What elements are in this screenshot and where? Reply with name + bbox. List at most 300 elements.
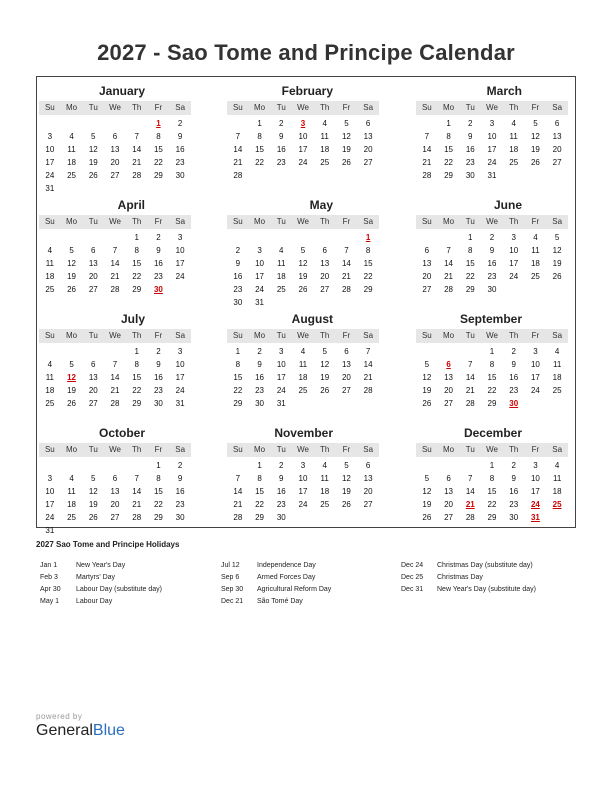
day-cell: 11: [67, 145, 76, 154]
day-cell: 8: [446, 132, 451, 141]
day-cell: 5: [344, 461, 349, 470]
day-cell: 16: [233, 272, 243, 281]
day-cell: 27: [422, 285, 432, 294]
day-cell: 11: [509, 132, 518, 141]
day-cell: 8: [468, 246, 473, 255]
holiday-row: [40, 560, 162, 572]
day-cell: 17: [175, 373, 185, 382]
day-cell: 22: [153, 158, 163, 167]
day-cell: 9: [235, 259, 241, 268]
day-cell: 29: [132, 399, 142, 408]
month-may: [227, 197, 379, 309]
day-cell: 20: [341, 373, 351, 382]
day-grid: [416, 457, 568, 524]
day-cell: 21: [363, 373, 373, 382]
day-cell: 1: [446, 119, 451, 128]
day-cell: 3: [177, 347, 183, 356]
day-cell: 2: [489, 233, 495, 242]
weekday-header: [227, 443, 379, 457]
day-cell: 2: [468, 119, 473, 128]
day-cell: 17: [530, 487, 540, 496]
month-name: September: [459, 312, 522, 326]
holiday-day-cell: 31: [530, 513, 540, 522]
day-empty: [82, 117, 104, 130]
day-cell: 28: [110, 285, 120, 294]
day-cell: 24: [45, 171, 55, 180]
month-august: [227, 311, 379, 410]
day-cell: 27: [110, 513, 120, 522]
day-cell: 27: [341, 386, 351, 395]
day-cell: 6: [91, 246, 96, 255]
day-cell: 7: [468, 474, 473, 483]
day-empty: [104, 231, 126, 244]
day-cell: 3: [511, 233, 516, 242]
day-cell: 11: [320, 132, 329, 141]
day-cell: 28: [422, 171, 432, 180]
day-cell: 6: [424, 246, 430, 255]
day-cell: 30: [276, 513, 286, 522]
day-grid: [39, 229, 191, 296]
day-cell: 16: [175, 145, 185, 154]
day-cell: 5: [69, 360, 74, 369]
day-grid: [227, 115, 379, 182]
day-cell: 25: [530, 272, 540, 281]
day-cell: 18: [320, 145, 330, 154]
day-cell: 5: [91, 132, 96, 141]
day-cell: 7: [365, 347, 371, 356]
day-grid: [39, 115, 191, 195]
holiday-name: New Year's Day (substitute day): [437, 586, 536, 593]
month-december: [416, 425, 568, 524]
holiday-name: Labour Day: [76, 598, 113, 605]
day-cell: 7: [344, 246, 349, 255]
day-cell: 9: [156, 246, 161, 255]
day-cell: 4: [511, 119, 516, 128]
holiday-name: Independence Day: [257, 562, 316, 569]
day-cell: 13: [110, 145, 120, 154]
day-cell: 5: [554, 233, 560, 242]
weekday-label: Sa: [363, 103, 374, 112]
weekday-label: Su: [232, 445, 243, 454]
weekday-label: Th: [320, 217, 330, 226]
day-empty: [126, 459, 148, 472]
day-cell: 9: [511, 360, 516, 369]
day-cell: 5: [300, 246, 306, 255]
day-cell: 30: [487, 285, 497, 294]
day-cell: 21: [110, 272, 120, 281]
day-cell: 9: [511, 474, 516, 483]
month-september: [416, 311, 568, 410]
day-cell: 6: [112, 474, 118, 483]
day-cell: 21: [233, 500, 243, 509]
weekday-header: [227, 215, 379, 229]
month-name: November: [274, 426, 333, 440]
holiday-day-cell: 12: [67, 373, 77, 382]
day-cell: 24: [45, 513, 55, 522]
weekday-label: Mo: [66, 331, 78, 340]
month-february: [227, 83, 379, 182]
day-cell: 23: [276, 158, 286, 167]
day-cell: 5: [344, 119, 349, 128]
day-cell: 23: [233, 285, 243, 294]
weekday-label: Th: [320, 103, 330, 112]
holiday-date: Jul 12: [221, 562, 240, 569]
day-cell: 8: [257, 474, 262, 483]
day-cell: 10: [45, 487, 55, 496]
day-cell: 4: [69, 474, 74, 483]
month-name: October: [98, 426, 145, 440]
day-cell: 4: [322, 119, 327, 128]
day-cell: 27: [444, 513, 454, 522]
weekday-label: Tu: [276, 445, 286, 454]
weekday-label: Su: [44, 331, 55, 340]
day-cell: 16: [487, 259, 497, 268]
day-cell: 10: [175, 246, 185, 255]
page-title: 2027 - Sao Tome and Principe Calendar: [97, 40, 515, 65]
weekday-label: We: [297, 445, 309, 454]
day-empty: [416, 345, 438, 358]
day-cell: 6: [365, 119, 371, 128]
day-cell: 19: [422, 500, 432, 509]
month-name: December: [463, 426, 522, 440]
day-cell: 9: [279, 474, 284, 483]
day-cell: 4: [533, 233, 538, 242]
day-cell: 29: [132, 285, 142, 294]
weekday-label: Mo: [66, 103, 78, 112]
day-cell: 18: [530, 259, 540, 268]
day-cell: 22: [153, 500, 163, 509]
day-cell: 21: [132, 158, 142, 167]
day-cell: 25: [509, 158, 519, 167]
day-empty: [39, 345, 61, 358]
day-cell: 8: [489, 474, 495, 483]
holiday-date: Sep 6: [221, 574, 240, 581]
day-cell: 26: [67, 399, 77, 408]
weekday-label: Tu: [465, 217, 475, 226]
day-cell: 24: [175, 386, 185, 395]
day-cell: 7: [112, 246, 118, 255]
holiday-row: [401, 572, 536, 584]
month-name: January: [98, 84, 145, 98]
day-cell: 4: [554, 347, 560, 356]
weekday-label: Fr: [531, 331, 540, 340]
day-cell: 14: [341, 259, 351, 268]
weekday-header: [39, 443, 191, 457]
weekday-label: We: [109, 217, 121, 226]
weekday-label: Tu: [88, 103, 98, 112]
day-cell: 5: [322, 347, 327, 356]
day-cell: 23: [175, 158, 185, 167]
month-october: [39, 425, 191, 537]
weekday-label: Mo: [254, 217, 266, 226]
day-cell: 11: [320, 474, 329, 483]
weekday-label: Sa: [175, 103, 186, 112]
day-cell: 13: [88, 259, 98, 268]
weekday-label: Su: [421, 103, 432, 112]
day-cell: 25: [298, 386, 308, 395]
day-empty: [292, 231, 314, 244]
weekday-label: Sa: [363, 331, 374, 340]
day-cell: 2: [511, 347, 516, 356]
month-november: [227, 425, 379, 524]
month-april: [39, 197, 191, 296]
day-cell: 13: [363, 132, 373, 141]
day-cell: 31: [276, 399, 286, 408]
day-cell: 2: [511, 461, 516, 470]
day-cell: 27: [363, 158, 373, 167]
weekday-header: [227, 329, 379, 343]
weekday-label: Sa: [552, 103, 563, 112]
holiday-row: [221, 572, 331, 584]
day-cell: 15: [444, 145, 454, 154]
day-cell: 20: [422, 272, 432, 281]
day-cell: 29: [153, 171, 163, 180]
day-cell: 25: [552, 386, 562, 395]
day-cell: 27: [110, 171, 120, 180]
calendar-grid: [36, 76, 576, 535]
day-cell: 4: [322, 461, 327, 470]
day-cell: 2: [235, 246, 241, 255]
weekday-label: Th: [509, 331, 519, 340]
day-empty: [438, 459, 460, 472]
day-cell: 11: [67, 487, 76, 496]
weekday-label: We: [486, 217, 498, 226]
day-cell: 15: [255, 487, 265, 496]
month-name: July: [120, 312, 145, 326]
day-grid: [39, 457, 191, 537]
day-cell: 26: [320, 386, 330, 395]
day-cell: 18: [276, 272, 286, 281]
holiday-date: Apr 30: [40, 586, 61, 593]
day-cell: 6: [344, 347, 349, 356]
day-cell: 22: [487, 386, 497, 395]
day-cell: 3: [47, 474, 53, 483]
day-cell: 6: [112, 132, 118, 141]
day-cell: 30: [175, 171, 185, 180]
weekday-header: [39, 329, 191, 343]
day-cell: 26: [341, 500, 351, 509]
weekday-label: Fr: [154, 103, 163, 112]
day-cell: 22: [363, 272, 373, 281]
day-cell: 4: [47, 360, 53, 369]
day-cell: 27: [444, 399, 454, 408]
day-cell: 6: [554, 119, 560, 128]
day-cell: 19: [320, 373, 330, 382]
day-cell: 12: [298, 259, 308, 268]
day-cell: 17: [45, 500, 55, 509]
day-empty: [104, 345, 126, 358]
weekday-header: [39, 215, 191, 229]
weekday-label: Mo: [254, 331, 266, 340]
weekday-label: We: [297, 217, 309, 226]
day-cell: 13: [341, 360, 351, 369]
day-cell: 8: [235, 360, 241, 369]
holiday-column: [221, 560, 331, 608]
day-cell: 7: [235, 474, 241, 483]
weekday-label: Fr: [154, 331, 163, 340]
day-cell: 14: [233, 487, 243, 496]
weekday-label: Tu: [88, 445, 98, 454]
day-cell: 17: [175, 259, 185, 268]
day-cell: 8: [365, 246, 371, 255]
weekday-label: Th: [509, 103, 519, 112]
day-cell: 9: [279, 132, 284, 141]
weekday-label: Su: [232, 103, 243, 112]
holiday-day-cell: 21: [465, 500, 475, 509]
weekday-label: Th: [320, 445, 330, 454]
day-cell: 14: [132, 145, 142, 154]
day-cell: 30: [153, 399, 163, 408]
day-cell: 17: [276, 373, 286, 382]
day-cell: 31: [175, 399, 185, 408]
day-cell: 18: [552, 487, 562, 496]
day-cell: 8: [489, 360, 495, 369]
day-cell: 24: [530, 386, 540, 395]
weekday-label: Sa: [175, 445, 186, 454]
day-cell: 12: [552, 246, 562, 255]
day-cell: 25: [67, 171, 77, 180]
day-cell: 12: [67, 259, 77, 268]
day-cell: 26: [67, 285, 77, 294]
day-cell: 2: [257, 347, 262, 356]
day-cell: 9: [156, 360, 161, 369]
day-cell: 22: [255, 500, 265, 509]
day-cell: 1: [489, 461, 495, 470]
day-empty: [459, 459, 481, 472]
day-cell: 10: [530, 360, 540, 369]
day-cell: 29: [153, 513, 163, 522]
weekday-label: Tu: [465, 103, 475, 112]
day-cell: 8: [257, 132, 262, 141]
day-cell: 28: [341, 285, 351, 294]
day-cell: 2: [156, 233, 161, 242]
weekday-label: Sa: [552, 217, 563, 226]
day-cell: 15: [255, 145, 265, 154]
weekday-label: Su: [421, 331, 432, 340]
day-cell: 15: [132, 259, 142, 268]
month-june: [416, 197, 568, 296]
weekday-label: Th: [132, 445, 142, 454]
day-cell: 10: [45, 145, 55, 154]
day-cell: 15: [487, 487, 497, 496]
day-cell: 1: [257, 461, 262, 470]
day-cell: 26: [422, 513, 432, 522]
day-cell: 18: [509, 145, 519, 154]
day-cell: 31: [255, 298, 265, 307]
day-cell: 19: [341, 145, 351, 154]
weekday-label: Su: [44, 103, 55, 112]
brand-logo[interactable]: [36, 722, 125, 740]
day-cell: 15: [487, 373, 497, 382]
day-cell: 28: [363, 386, 373, 395]
holiday-date: Dec 21: [221, 598, 244, 605]
day-empty: [61, 231, 83, 244]
day-cell: 11: [531, 246, 540, 255]
day-cell: 11: [552, 474, 562, 483]
weekday-label: Tu: [276, 331, 286, 340]
month-name: April: [117, 198, 145, 212]
day-cell: 28: [233, 171, 243, 180]
holiday-day-cell: 3: [300, 119, 306, 128]
day-cell: 10: [276, 360, 286, 369]
day-cell: 19: [88, 500, 98, 509]
day-cell: 2: [279, 119, 284, 128]
weekday-label: We: [297, 103, 309, 112]
day-cell: 27: [320, 285, 330, 294]
holiday-row: [221, 596, 331, 608]
day-cell: 15: [233, 373, 243, 382]
day-cell: 3: [300, 461, 306, 470]
weekday-label: Th: [509, 217, 519, 226]
brand-part-1: General: [36, 722, 93, 739]
day-cell: 7: [235, 132, 241, 141]
day-cell: 29: [487, 399, 497, 408]
holiday-day-cell: 1: [156, 119, 161, 128]
day-cell: 31: [45, 526, 55, 535]
day-cell: 5: [533, 119, 538, 128]
day-cell: 3: [257, 246, 262, 255]
weekday-header: [416, 101, 568, 115]
day-cell: 16: [153, 259, 163, 268]
day-cell: 17: [509, 259, 519, 268]
day-cell: 12: [341, 474, 351, 483]
weekday-label: Sa: [363, 217, 374, 226]
day-cell: 10: [255, 259, 265, 268]
day-cell: 3: [177, 233, 183, 242]
day-cell: 20: [363, 487, 373, 496]
day-cell: 9: [177, 474, 183, 483]
day-grid: [39, 343, 191, 410]
day-cell: 26: [298, 285, 308, 294]
day-empty: [336, 231, 358, 244]
day-cell: 28: [132, 171, 142, 180]
day-cell: 30: [465, 171, 475, 180]
day-cell: 9: [257, 360, 262, 369]
day-cell: 21: [465, 386, 475, 395]
weekday-label: Tu: [276, 217, 286, 226]
day-cell: 28: [465, 513, 475, 522]
day-cell: 25: [45, 399, 55, 408]
day-empty: [314, 231, 336, 244]
day-cell: 8: [134, 246, 139, 255]
day-cell: 11: [45, 259, 54, 268]
month-march: [416, 83, 568, 182]
day-cell: 7: [424, 132, 430, 141]
day-cell: 20: [88, 272, 98, 281]
holiday-day-cell: 1: [365, 233, 371, 242]
day-cell: 18: [320, 487, 330, 496]
day-cell: 24: [276, 386, 286, 395]
day-cell: 17: [298, 145, 308, 154]
day-empty: [438, 231, 460, 244]
holiday-row: [40, 572, 162, 584]
day-cell: 16: [255, 373, 265, 382]
day-cell: 10: [509, 246, 519, 255]
day-cell: 10: [487, 132, 497, 141]
day-cell: 1: [156, 461, 161, 470]
day-cell: 19: [88, 158, 98, 167]
month-name: June: [493, 198, 522, 212]
holiday-row: [221, 584, 331, 596]
day-empty: [416, 231, 438, 244]
weekday-header: [416, 443, 568, 457]
day-cell: 12: [320, 360, 330, 369]
day-cell: 23: [255, 386, 265, 395]
month-name: August: [291, 312, 333, 326]
day-cell: 24: [255, 285, 265, 294]
footer: [36, 712, 125, 740]
holiday-name: São Tomé Day: [257, 598, 303, 605]
